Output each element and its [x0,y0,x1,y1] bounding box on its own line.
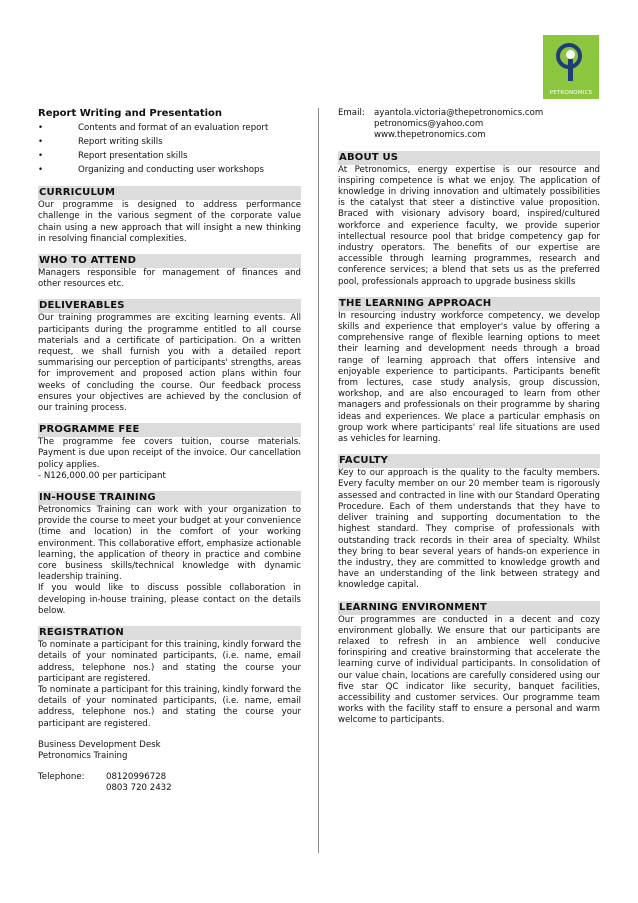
who-heading: WHO TO ATTEND [38,254,301,268]
faculty-text: Key to our approach is the quality to the faculty members. Every faculty member on our 20 member team is rigorously assessed and contracted in line with our Standard Operating Procedure. Each of them understands that they have to deliver training and supporting documentation to the highest standard. They comprise of professionals with outstanding track records in their area of specialty. Whilst they bring to bear several years of hands-on experience in the industry, they are committed to knowledge growth and have an understanding of the link between strategy and knowledge capital. [338,468,600,591]
telephone-number: 0803 720 2432 [106,783,172,794]
logo-text: PETRONOMICS [549,90,593,96]
email-address[interactable]: petronomics@yahoo.com [374,119,484,130]
approach-heading: THE LEARNING APPROACH [338,297,600,311]
curriculum-heading: CURRICULUM [38,186,301,200]
fee-heading: PROGRAMME FEE [38,423,301,437]
org-name: Petronomics Training [38,750,128,761]
fee-amount: - N126,000.00 per participant [38,470,166,481]
who-text: Managers responsible for management of finances and other resources etc. [38,268,301,290]
telephone-label: Telephone: [38,772,85,783]
environment-heading: LEARNING ENVIRONMENT [338,601,600,615]
deliverables-heading: DELIVERABLES [38,299,301,313]
petronomics-logo [543,35,599,99]
inhouse-heading: IN-HOUSE TRAINING [38,491,301,505]
registration-heading: REGISTRATION [38,626,301,640]
inhouse-text-2: If you would like to discuss possible collaboration in developing in-house training, please contact on the details below. [38,583,301,616]
deliverables-text: Our training programmes are exciting learning events. All participants during the programme entitled to all course materials and a certificate of participation. On a written request, we shall furnish you with a detailed report summarising our perception of participants' strengths, areas for improvement and proposed action plans within four weeks of concluding the course. Our feedback process ensures your objectives are achieved by the conclusion of our training process. [38,313,301,414]
email-label: Email: [338,108,365,118]
curriculum-text: Our programme is designed to address performance challenge in the various segment of the corporate value chain using a new approach that will insight a new thinking in resolving financial complexities. [38,200,301,244]
list-item: • Report writing skills [38,135,301,149]
fee-text: The programme fee covers tuition, course materials. Payment is due upon receipt of the invoice. Our cancellation policy applies. [38,437,301,470]
about-text: At Petronomics, energy expertise is our resource and inspiring competence is what we enjoy. The application of knowledge in driving innovation and ultimately possibilities is the catalyst that steer a distinctive value proposition. Braced with visionary advisory board, inspired/cultured workforce and experience faculty, we provide superior intellectual resource pool that bridge competency gap for industry operators. The benefits of our expertise are accessible through learning programmes, research and conference services; a blend that sets us as the preferred pool, professionals approach to upgrade business skills [338,164,600,287]
about-heading: ABOUT US [338,151,600,165]
approach-text: In resourcing industry workforce competency, we develop skills and experience that employer's value by offering a comprehensive range of flexible learning options to meet their learning and development needs through a broad range of learning approach that offers intensive and enjoyable experience to participants. Participants benefit from lectures, case study analysis, group discussion, workshop, and are also encouraged to learn from other managers and professionals on their programme by sharing ideas and experiences. We place a particular emphasis on group work where participants' real life situations are used as vehicles for learning. [338,310,600,445]
logo-dot-icon [566,50,575,59]
list-item: • Report presentation skills [38,149,301,163]
desk-name: Business Development Desk [38,739,161,750]
telephone-row [38,772,301,794]
inhouse-text: Petronomics Training can work with your organization to provide the course to meet your budget at your convenience (time and location) in the comfort of your working environment. This collaborative effort, emphasize actionable learning, the application of theory in practice and combine core business skills/technical knowledge with dynamic leadership training. [38,505,301,583]
list-item: • Contents and format of an evaluation report [38,121,301,135]
report-title: Report Writing and Presentation [38,108,223,119]
registration-text-2: To nominate a participant for this training, kindly forward the details of your nominated participants, (i.e. name, email address, telephone nos.) and stating the course your participant are registered. [38,684,301,729]
environment-text: Our programmes are conducted in a decent and cozy environment globally. We ensure that our participants are relaxed to refresh in an ambience well conducive forinspiring and creative brainstorming that accelerate the learning curve of individual participants. In consolidation of our value chain, locations are carefully considered using our five star QC indicator like security, banquet facilities, accessibility and customer services. Our programme team works with the facility staff to ensure a personal and warm welcome to participants. [338,614,600,726]
faculty-heading: FACULTY [338,454,600,468]
left-column [38,108,301,795]
website-link[interactable]: www.thepetronomics.com [374,130,486,141]
logo-stem-icon [568,59,573,81]
email-address[interactable]: ayantola.victoria@thepetronomics.com [374,108,544,118]
email-row [338,108,600,142]
column-divider [318,108,319,853]
list-item: • Organizing and conducting user workshops [38,163,301,177]
report-list [38,121,301,177]
registration-text: To nominate a participant for this training, kindly forward the details of your nominated participants, (i.e. name, email address, telephone nos.) and stating the course your participant are registered. [38,640,301,684]
telephone-number: 08120996728 [106,772,167,783]
right-column [338,108,600,727]
